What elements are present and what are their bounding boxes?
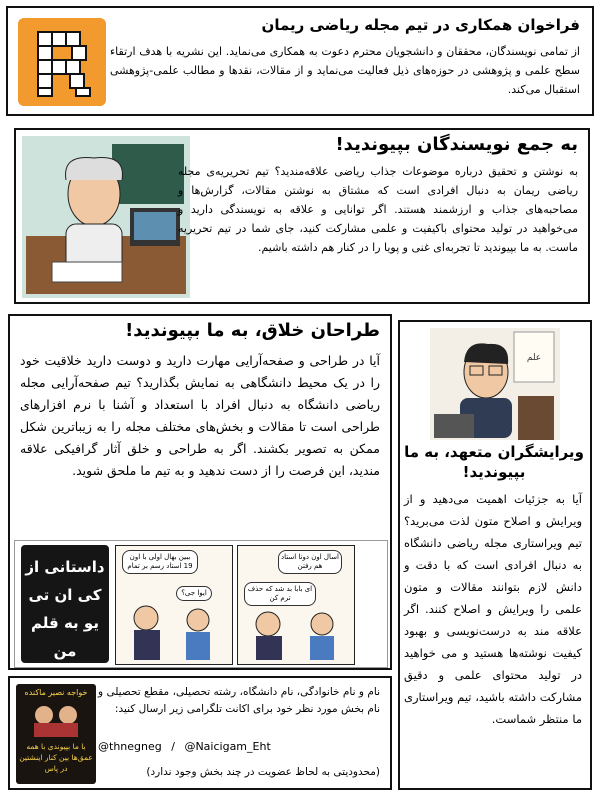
logo-r-icon [18, 18, 106, 106]
handle-separator: / [171, 740, 175, 753]
comic-panel-3 [115, 545, 233, 665]
telegram-handles [98, 740, 380, 753]
editors-text: آیا به جزئیات اهمیت می‌دهید و از ویرایش و اصلاح متون لذت می‌برید؟ تیم ویراستاری مجله ریاضی دانشگاه به دنبال افرادی است که با دقت و دانش لازم بتوانند مقالات و متون علمی را ویرایش و اصلاح کنند. اگر علاقه مند به درست‌نویسی و بهبود کیفیت نوشته‌ها هستید و می خواهید در تولید محتوای علمی و دقیق مشارکت داشته باشید، تیم ویراستاری ما منتظر شماست. [404, 492, 582, 726]
poster-text: با ما بپیوندی با همه عمق‌ها بین کنار اینشتین در پاس [19, 742, 93, 773]
telegram-handle-1[interactable]: @thnegneg [98, 740, 162, 753]
editor-sign-text: علم [526, 353, 542, 363]
comic-bubble: اسال اون دوتا استاد هم رفتن [278, 550, 342, 574]
header-title: فراخوان همکاری در تیم مجله ریاضی ریمان [261, 16, 580, 34]
writers-text: به نوشتن و تحقیق درباره موضوعات جذاب ریاضی علاقه‌مندید؟ تیم تحریریه‌ی مجله ریاضی ریمان به دنبال افرادی است که مشتاق به نوشتن مقالات، گزارش‌ها و مصاحبه‌های جذاب و ارزشمند هستند. اگر توانایی و علاقه به نویسندگی دارید و می‌خواهید در تولید محتوای باکیفیت و علمی مشارکت کنید، جای شما در تیم تحریریه ماست. به ما بپیوندید تا تجربه‌ای غنی و پویا را در کنار هم داشته باشیم. [178, 165, 578, 254]
editors-title: ویرایشگران متعهد، به ما بپیوندید! [404, 443, 584, 481]
header-banner [6, 6, 594, 116]
designers-title: طراحان خلاق، به ما بپیوندید! [125, 320, 380, 341]
writer-illustration [22, 136, 190, 298]
designers-text: آیا در طراحی و صفحه‌آرایی مهارت دارید و دوست دارید خلاقیت خود را در یک محیط دانشگاهی به نمایش بگذارید؟ تیم صفحه‌آرایی مجله ریاضی دانشگاه به دنبال افراد با استعداد و آشنا با نرم افزارهای طراحی است تا مقالات و بخش‌های مختلف مجله را به زیباترین شکل ممکن به تصویر بکشند. اگر به طراحی و خلق آثار گرافیکی علاقه مندید، این فرصت را از دست ندهید و به تیم ما ملحق شوید. [20, 353, 380, 478]
comic-characters [116, 546, 232, 664]
comic-bubble: ای بابا بد شد که حذف ترم کن [244, 582, 316, 606]
editor-illustration [430, 328, 560, 440]
comic-title: داستانی از کی ان تی یو به قلم من [21, 545, 109, 663]
writers-title: به جمع نویسندگان بپیوندید! [335, 134, 578, 155]
membership-note: (محدودیتی به لحاظ عضویت در چند بخش وجود ندارد) [146, 766, 380, 778]
comic-strip [14, 540, 388, 668]
poster-title: خواجه نصیر ماکنده [24, 688, 88, 697]
comic-characters [238, 546, 354, 664]
contact-section [8, 676, 392, 790]
poster-figures [16, 697, 96, 737]
contact-text: نام و نام خانوادگی، نام دانشگاه، رشته تحصیلی، مقطع تحصیلی و نام بخش مورد نظر خود برای اکانت تلگرامی زیر ارسال کنید: [98, 686, 380, 715]
comic-panel-2 [237, 545, 355, 665]
telegram-handle-2[interactable]: @Naicigam_Eht [184, 740, 271, 753]
comic-bubble: ببین بهال اولی با اون 19 استاد رسم بر تمام [122, 550, 198, 574]
riemann-logo [18, 18, 106, 106]
comic-bubble: ایوا جی؟ [176, 586, 212, 601]
ad-poster [16, 684, 96, 784]
header-text: از تمامی نویسندگان، محققان و دانشجویان محترم دعوت به همکاری می‌نماید. این نشریه با هدف ارتقاء سطح علمی و پژوهشی در حوزه‌های ذیل فعالیت می‌نماید و از مقالات، نقدها و مطالب علمی-پژوهشی استقبال می‌کند. [110, 45, 580, 96]
writers-section [14, 128, 590, 304]
editors-section [398, 320, 592, 790]
designers-section [8, 314, 392, 670]
